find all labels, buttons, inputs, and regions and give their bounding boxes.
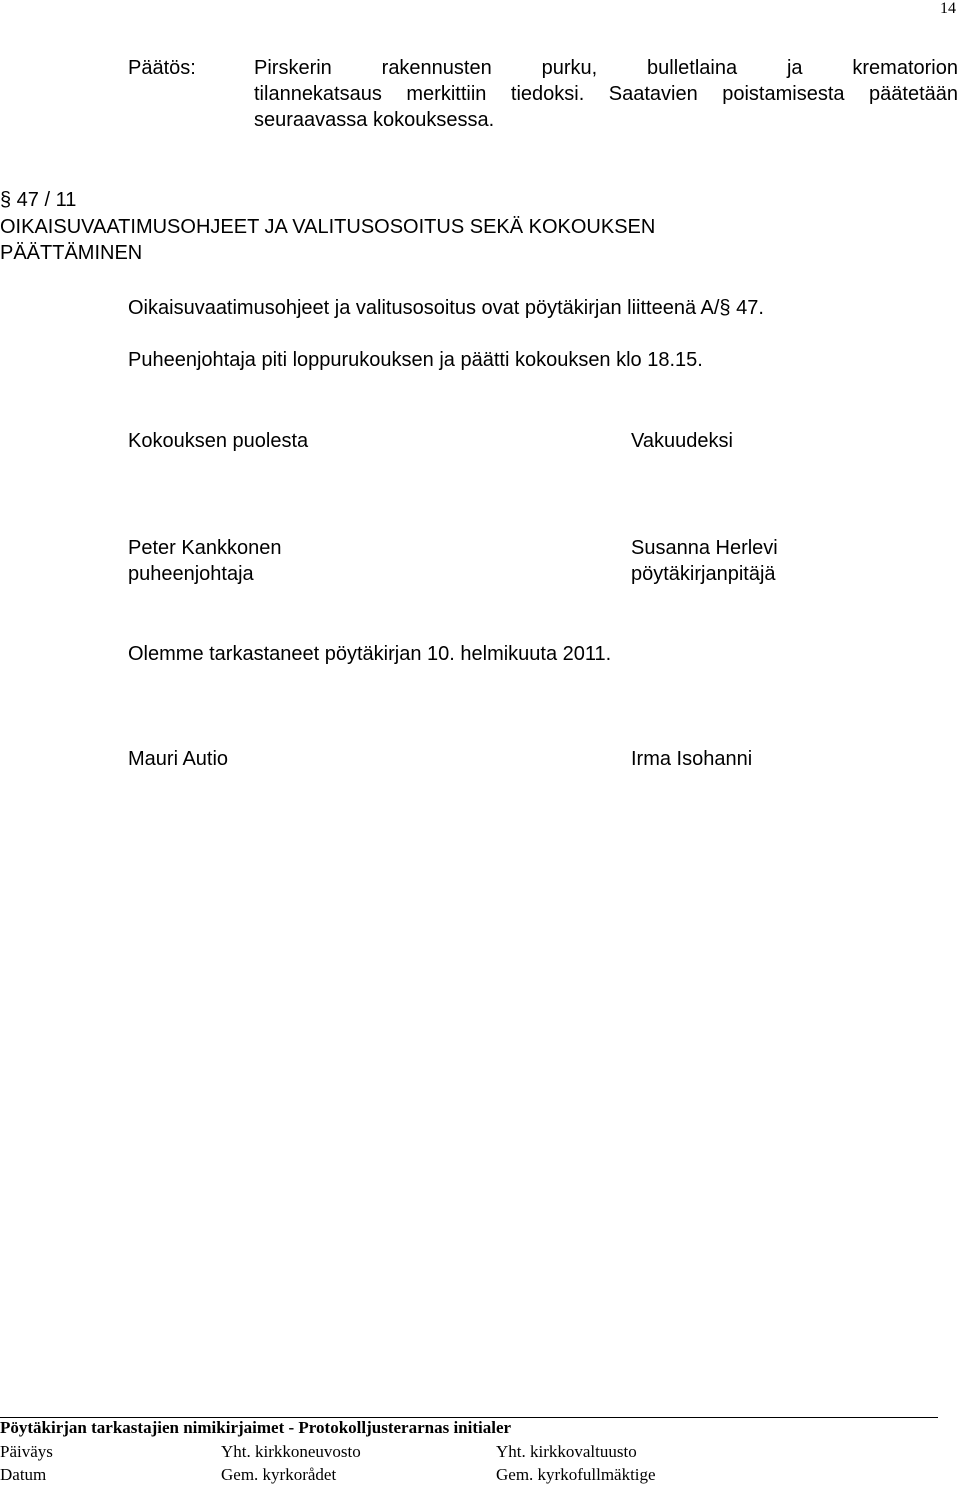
footer-date-sv: Datum (0, 1465, 47, 1484)
closing-paragraph: Puheenjohtaja piti loppurukouksen ja päätti kokouksen klo 18.15. (128, 349, 703, 371)
section-title (0, 214, 940, 266)
decision-label: Päätös: (128, 57, 196, 79)
footer-assembly-fi: Yht. kirkkovaltuusto (496, 1442, 637, 1461)
chairperson-name: Peter Kankkonen (128, 537, 282, 559)
decision-line-3: seuraavassa kokouksessa. (254, 109, 495, 131)
footer-council-sv: Gem. kyrkorådet (221, 1465, 337, 1484)
decision-line-2: tilannekatsaus merkittiin tiedoksi. Saatavien poistamisesta päätetään (254, 83, 958, 105)
signature-label-left: Kokouksen puolesta (128, 430, 309, 452)
checker-name-left: Mauri Autio (128, 748, 229, 770)
footer-council-fi: Yht. kirkkoneuvosto (221, 1442, 361, 1461)
section-title-line-1: OIKAISUVAATIMUSOHJEET JA VALITUSOSOITUS SEKÄ KOKOUKSEN (0, 216, 656, 238)
footer-date-fi: Päiväys (0, 1442, 53, 1461)
section-number: § 47 / 11 (0, 189, 77, 211)
attachment-paragraph: Oikaisuvaatimusohjeet ja valitusosoitus ovat pöytäkirjan liitteenä A/§ 47. (128, 297, 764, 319)
checker-name-right: Irma Isohanni (631, 748, 753, 770)
decision-line-1: Pirskerin rakennusten purku, bulletlaina ja krematorion (254, 57, 958, 79)
section-title-line-2: PÄÄTTÄMINEN (0, 242, 143, 264)
signature-label-right: Vakuudeksi (631, 430, 733, 452)
secretary-name: Susanna Herlevi (631, 537, 778, 559)
verification-text: Olemme tarkastaneet pöytäkirjan 10. helmikuuta 2011. (128, 643, 612, 665)
decision-text (254, 55, 958, 133)
page-number: 14 (940, 0, 956, 17)
chairperson-role: puheenjohtaja (128, 563, 254, 585)
footer-assembly-sv: Gem. kyrkofullmäktige (496, 1465, 656, 1484)
footer-title: Pöytäkirjan tarkastajien nimikirjaimet - Protokolljusterarnas initialer (0, 1418, 512, 1437)
secretary-role: pöytäkirjanpitäjä (631, 563, 776, 585)
